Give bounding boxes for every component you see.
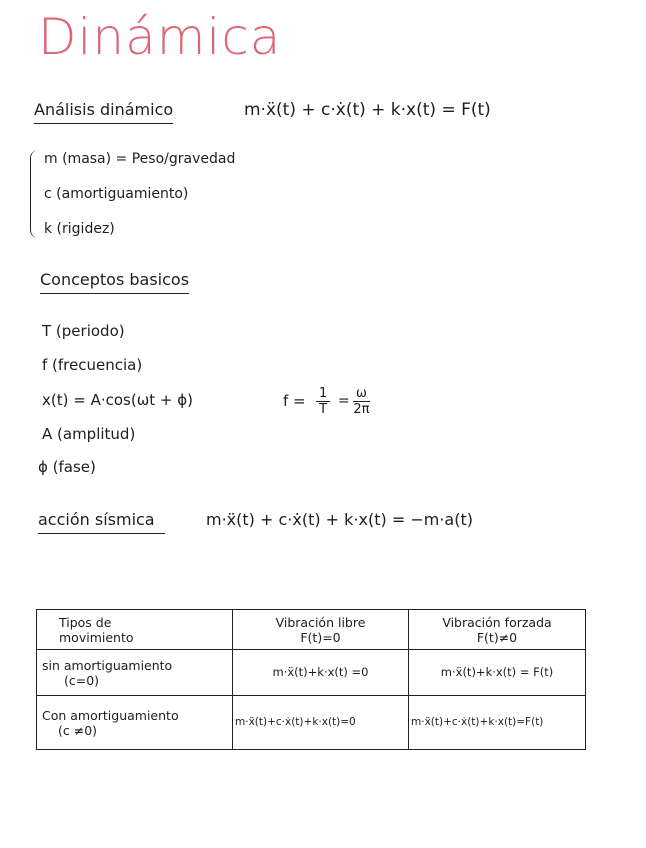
fraction-numerator: 1 bbox=[316, 386, 330, 402]
concepto-amplitud: A (amplitud) bbox=[42, 425, 136, 443]
fraction-denominator: T bbox=[319, 402, 328, 417]
cell-forzada: m·ẍ(t)+k·x(t) = F(t) bbox=[409, 650, 586, 696]
concepto-frecuencia: f (frecuencia) bbox=[42, 356, 143, 374]
header-line: Vibración forzada bbox=[442, 614, 552, 630]
sismica-heading: acción sísmica bbox=[38, 510, 165, 534]
motion-table bbox=[36, 609, 586, 750]
concepto-periodo: T (periodo) bbox=[42, 322, 125, 340]
cell-forzada: m·ẍ(t)+c·ẋ(t)+k·x(t)=F(t) bbox=[409, 696, 586, 750]
fraction-numerator: ω bbox=[353, 386, 370, 402]
header-line: Tipos de bbox=[59, 614, 112, 630]
term-rigidez: k (rigidez) bbox=[44, 221, 115, 237]
fraction-denominator: 2π bbox=[353, 402, 370, 417]
brace-bracket bbox=[30, 150, 38, 238]
row-label-line: Con amortiguamiento bbox=[42, 707, 179, 723]
table-header-row bbox=[37, 610, 586, 650]
header-vibracion-forzada bbox=[409, 610, 586, 650]
header-line: F(t)=0 bbox=[300, 629, 341, 645]
cell-libre: m·ẍ(t)+c·ẋ(t)+k·x(t)=0 bbox=[233, 696, 409, 750]
header-vibracion-libre bbox=[233, 610, 409, 650]
header-line: movimiento bbox=[59, 629, 134, 645]
row-label-line: sin amortiguamiento bbox=[42, 657, 173, 673]
table-row bbox=[37, 696, 586, 750]
row-label bbox=[37, 696, 233, 750]
seismic-equation: m·ẍ(t) + c·ẋ(t) + k·x(t) = −m·a(t) bbox=[206, 510, 473, 529]
header-line: F(t)≠0 bbox=[476, 629, 518, 645]
formula-f-lhs: f = bbox=[283, 392, 306, 410]
concepto-fase: ϕ (fase) bbox=[38, 458, 96, 476]
table-row bbox=[37, 650, 586, 696]
fraction-one-over-t bbox=[316, 386, 330, 417]
term-masa: m (masa) = Peso/gravedad bbox=[44, 151, 236, 167]
equation-of-motion: m·ẍ(t) + c·ẋ(t) + k·x(t) = F(t) bbox=[244, 100, 491, 120]
formula-equals: = bbox=[338, 393, 350, 409]
conceptos-heading: Conceptos basicos bbox=[40, 270, 189, 294]
row-label-line: (c ≠0) bbox=[58, 722, 98, 738]
term-amortiguamiento: c (amortiguamiento) bbox=[44, 186, 189, 202]
cell-libre: m·ẍ(t)+k·x(t) =0 bbox=[233, 650, 409, 696]
row-label-line: (c=0) bbox=[64, 672, 100, 688]
page-title: Dinámica bbox=[38, 8, 282, 66]
row-label bbox=[37, 650, 233, 696]
concepto-desplazamiento: x(t) = A·cos(ωt + ϕ) bbox=[42, 391, 193, 409]
analisis-heading: Análisis dinámico bbox=[34, 100, 173, 124]
fraction-omega-over-2pi bbox=[353, 386, 370, 417]
header-tipos bbox=[37, 610, 233, 650]
header-line: Vibración libre bbox=[275, 614, 366, 630]
